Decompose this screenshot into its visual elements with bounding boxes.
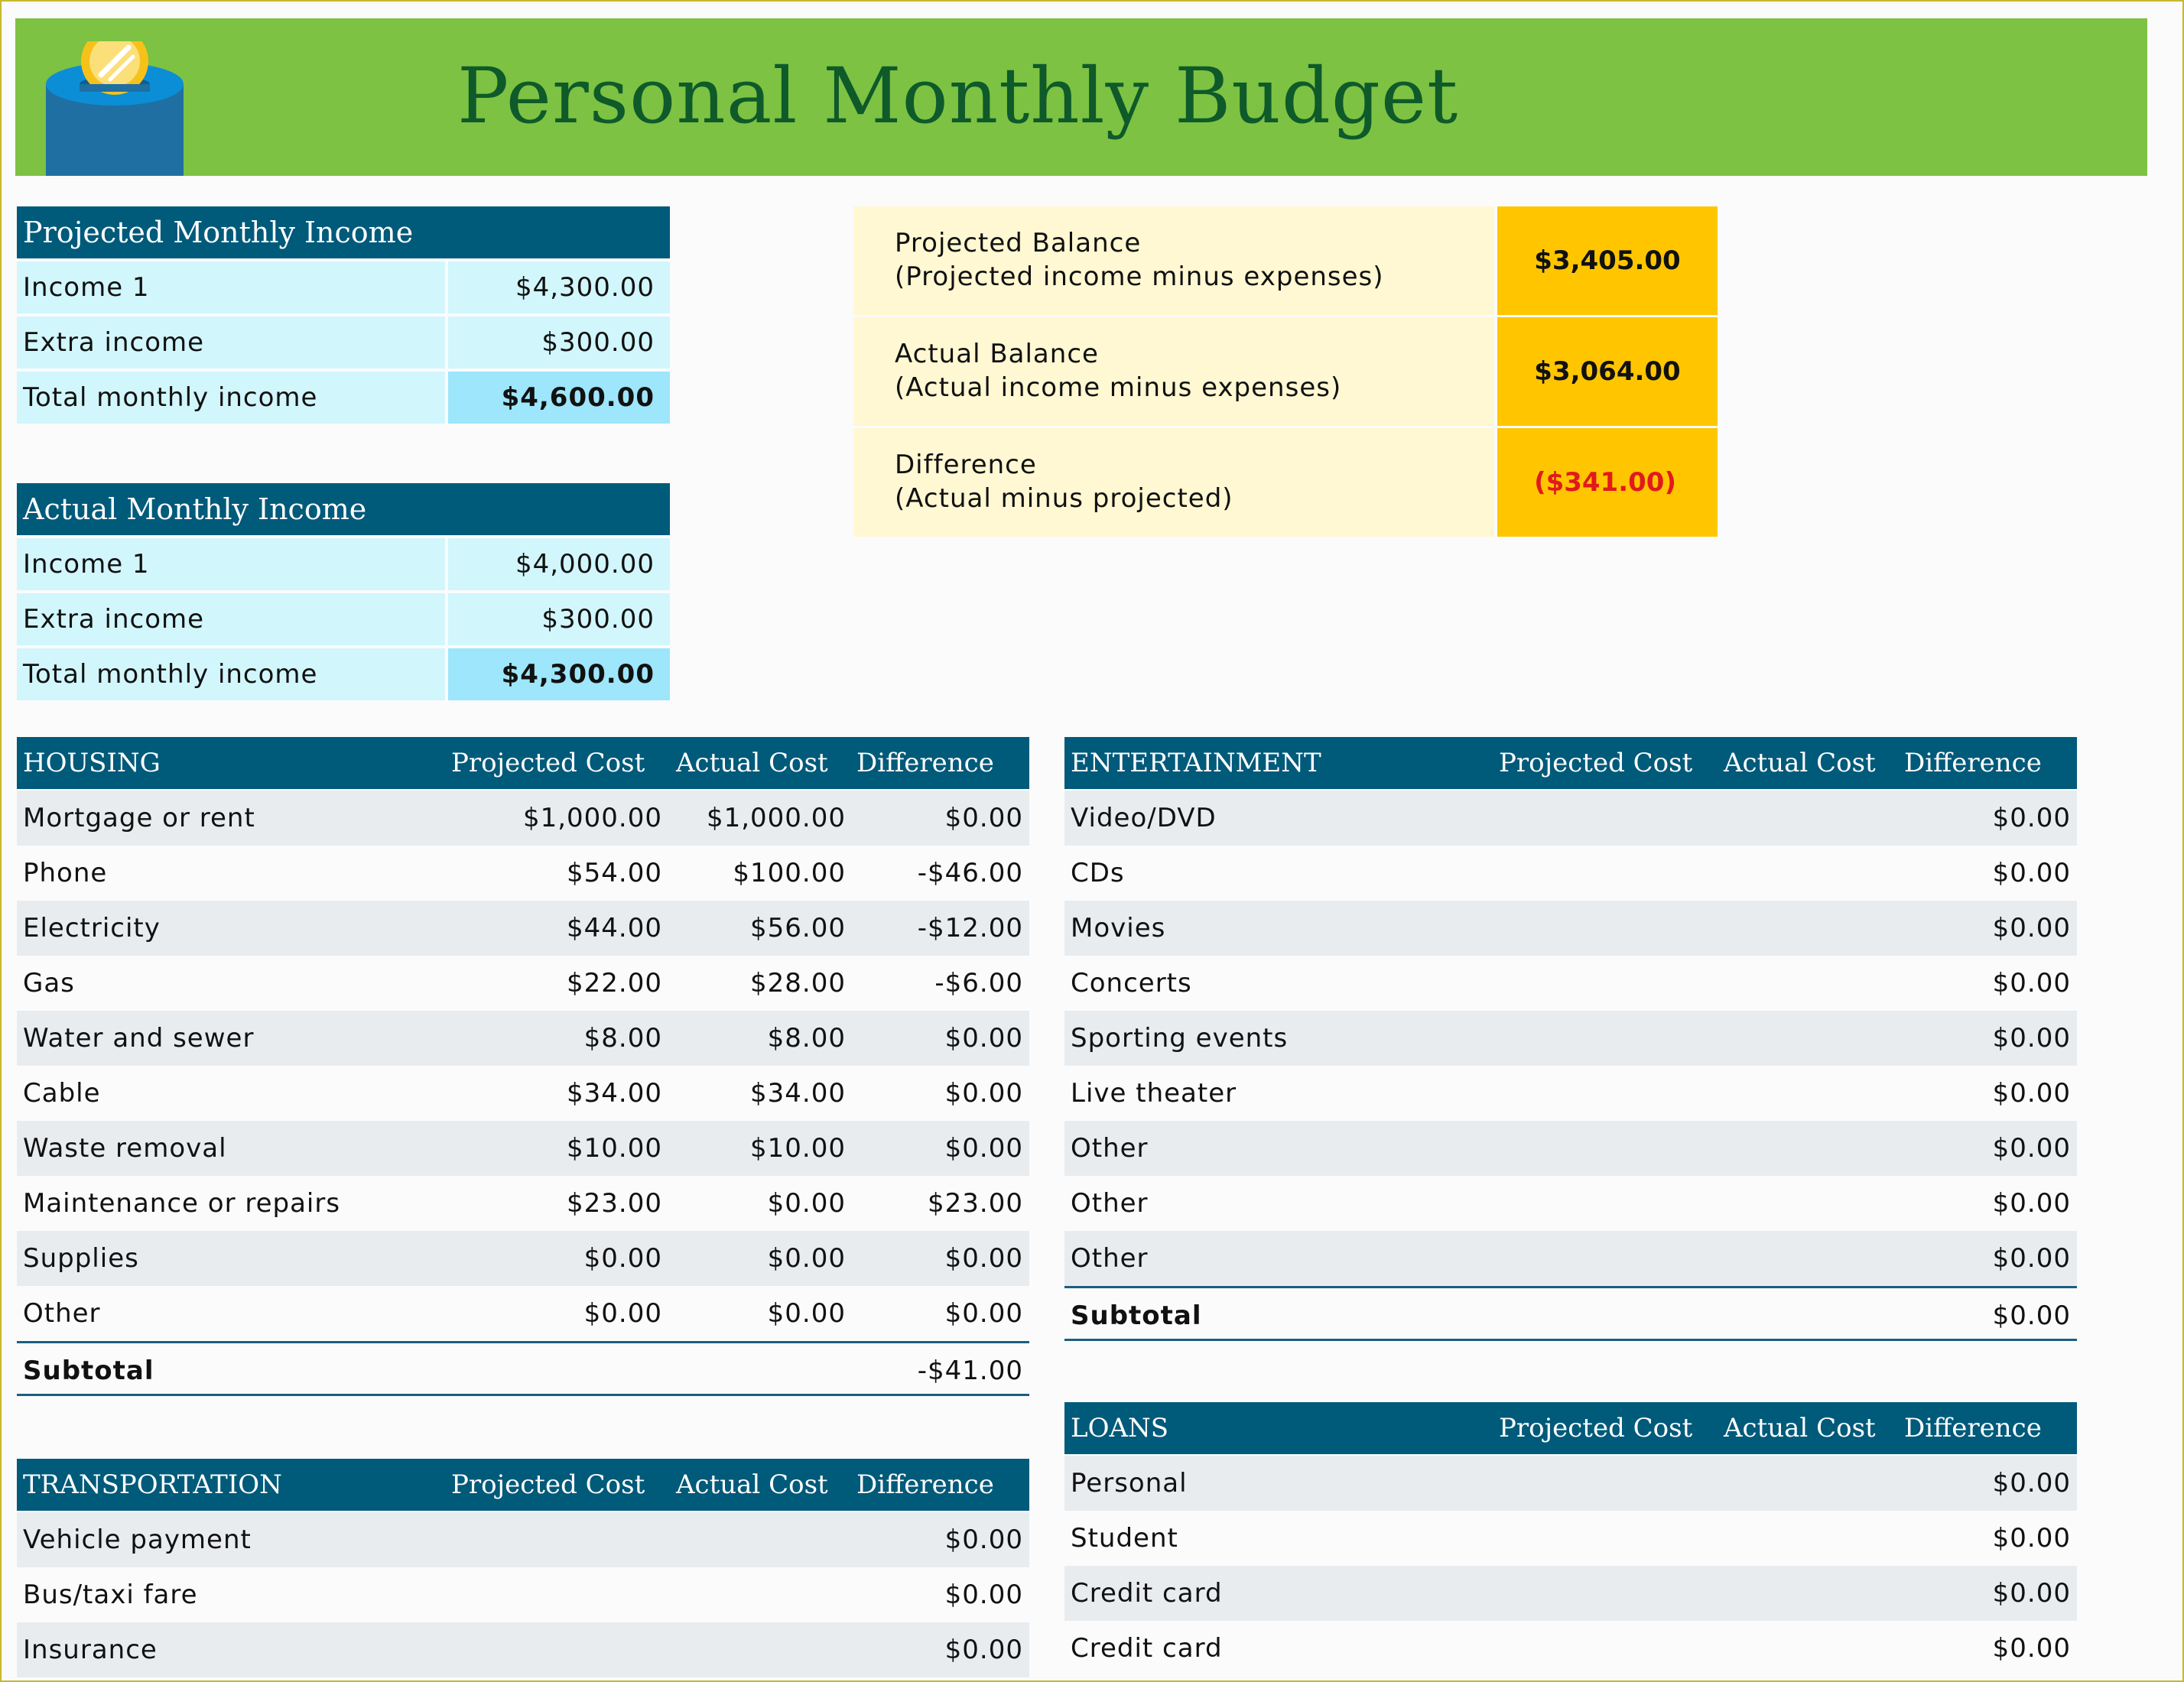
- item-name: Cable: [23, 1078, 101, 1109]
- difference: $0.00: [944, 1580, 1023, 1610]
- income-label: Income 1: [17, 261, 445, 313]
- item-name: Waste removal: [23, 1133, 227, 1164]
- projected-cost[interactable]: $34.00: [567, 1078, 662, 1109]
- table-row[interactable]: [1064, 1121, 2077, 1176]
- actual-income-table: [17, 483, 670, 703]
- table-row[interactable]: [1064, 1011, 2077, 1066]
- entertainment-table: [1064, 737, 2077, 1346]
- projected-cost[interactable]: $1,000.00: [522, 803, 662, 833]
- subtotal-row: [1064, 1286, 2077, 1341]
- difference-value: ($341.00): [1497, 428, 1718, 537]
- income-total-label: Total monthly income: [17, 372, 445, 424]
- balance-subtitle: (Actual income minus expenses): [895, 372, 1342, 403]
- item-name: Credit card: [1071, 1633, 1223, 1664]
- actual-cost[interactable]: $0.00: [767, 1243, 846, 1274]
- actual-income-title: Actual Monthly Income: [17, 483, 670, 535]
- loans-header: [1064, 1402, 2077, 1454]
- actual-cost[interactable]: $0.00: [767, 1188, 846, 1219]
- table-row[interactable]: [17, 1512, 1029, 1567]
- income-total-row: [17, 648, 670, 700]
- difference: -$12.00: [917, 913, 1023, 943]
- transportation-header: [17, 1459, 1029, 1511]
- item-name: Mortgage or rent: [23, 803, 255, 833]
- actual-cost-header: Actual Cost: [676, 748, 828, 778]
- balance-title: Difference: [895, 450, 1037, 480]
- item-name: Video/DVD: [1071, 803, 1217, 833]
- projected-cost[interactable]: $8.00: [583, 1023, 662, 1054]
- table-row[interactable]: [1064, 1176, 2077, 1231]
- housing-header: [17, 737, 1029, 789]
- item-name: Gas: [23, 968, 75, 998]
- difference: $0.00: [944, 1243, 1023, 1274]
- income-row: [17, 593, 670, 645]
- income-row: [17, 538, 670, 590]
- subtotal-value: $0.00: [1992, 1300, 2071, 1331]
- difference: $0.00: [944, 803, 1023, 833]
- actual-cost-header: Actual Cost: [1724, 748, 1876, 778]
- item-name: CDs: [1071, 858, 1125, 888]
- housing-table: [17, 737, 1029, 1401]
- actual-cost[interactable]: $34.00: [750, 1078, 846, 1109]
- projected-cost[interactable]: $0.00: [583, 1298, 662, 1329]
- income-total-row: [17, 372, 670, 424]
- table-row[interactable]: [1064, 1066, 2077, 1121]
- item-name: Concerts: [1071, 968, 1192, 998]
- balance-label: [853, 317, 1494, 426]
- difference: $0.00: [1992, 1188, 2071, 1219]
- table-row[interactable]: [17, 1622, 1029, 1677]
- subtotal-value: -$41.00: [917, 1356, 1023, 1386]
- item-name: Supplies: [23, 1243, 139, 1274]
- table-row[interactable]: [1064, 846, 2077, 901]
- difference: $0.00: [1992, 1133, 2071, 1164]
- projected-cost-header: Projected Cost: [1499, 1413, 1693, 1443]
- table-row[interactable]: [1064, 1621, 2077, 1676]
- item-name: Phone: [23, 858, 108, 888]
- budget-sheet: [2, 2, 2182, 1680]
- table-row[interactable]: [1064, 1231, 2077, 1286]
- page-title: Personal Monthly Budget: [457, 51, 1459, 141]
- coin-jar-icon: [46, 41, 191, 176]
- entertainment-title: ENTERTAINMENT: [1071, 748, 1321, 778]
- item-name: Other: [1071, 1133, 1149, 1164]
- table-row[interactable]: [1064, 1456, 2077, 1511]
- difference: $23.00: [928, 1188, 1023, 1219]
- difference-header: Difference: [1904, 1413, 2042, 1443]
- actual-cost-header: Actual Cost: [676, 1469, 828, 1500]
- actual-cost-header: Actual Cost: [1724, 1413, 1876, 1443]
- difference: $0.00: [1992, 1078, 2071, 1109]
- item-name: Other: [1071, 1188, 1149, 1219]
- actual-cost[interactable]: $10.00: [750, 1133, 846, 1164]
- housing-title: HOUSING: [23, 748, 161, 778]
- table-row[interactable]: [17, 1286, 1029, 1341]
- table-row[interactable]: [1064, 956, 2077, 1011]
- item-name: Movies: [1071, 913, 1166, 943]
- item-name: Insurance: [23, 1635, 158, 1665]
- income-row: [17, 261, 670, 313]
- item-name: Water and sewer: [23, 1023, 255, 1054]
- item-name: Bus/taxi fare: [23, 1580, 198, 1610]
- difference-header: Difference: [856, 1469, 994, 1500]
- transportation-title: TRANSPORTATION: [23, 1469, 282, 1500]
- subtotal-label: Subtotal: [1071, 1300, 1202, 1331]
- actual-cost[interactable]: $0.00: [767, 1298, 846, 1329]
- actual-cost[interactable]: $8.00: [767, 1023, 846, 1054]
- difference: $0.00: [1992, 968, 2071, 998]
- item-name: Electricity: [23, 913, 161, 943]
- actual-cost[interactable]: $56.00: [750, 913, 846, 943]
- title-banner: [15, 18, 2147, 176]
- projected-cost-header: Projected Cost: [1499, 748, 1693, 778]
- projected-cost[interactable]: $54.00: [567, 858, 662, 888]
- difference: -$46.00: [917, 858, 1023, 888]
- balance-subtitle: (Projected income minus expenses): [895, 261, 1384, 292]
- table-row[interactable]: [17, 1567, 1029, 1622]
- projected-income-title: Projected Monthly Income: [17, 206, 670, 258]
- difference-row: [853, 428, 1718, 537]
- difference: $0.00: [1992, 1243, 2071, 1274]
- balance-subtitle: (Actual minus projected): [895, 483, 1233, 514]
- income-value-cell[interactable]: $4,000.00: [448, 538, 670, 590]
- subtotal-label: Subtotal: [23, 1356, 154, 1386]
- item-name: Other: [1071, 1243, 1149, 1274]
- difference: $0.00: [944, 1023, 1023, 1054]
- income-row: [17, 317, 670, 369]
- projected-balance-row: [853, 206, 1718, 315]
- projected-cost[interactable]: $0.00: [583, 1243, 662, 1274]
- item-name: Maintenance or repairs: [23, 1188, 341, 1219]
- actual-balance-value: $3,064.00: [1497, 317, 1718, 426]
- difference: $0.00: [944, 1133, 1023, 1164]
- difference: $0.00: [944, 1525, 1023, 1555]
- difference: $0.00: [1992, 913, 2071, 943]
- item-name: Personal: [1071, 1468, 1188, 1499]
- item-name: Credit card: [1071, 1578, 1223, 1609]
- income-label: Extra income: [17, 593, 445, 645]
- actual-cost[interactable]: $1,000.00: [706, 803, 846, 833]
- difference-header: Difference: [1904, 748, 2042, 778]
- loans-title: LOANS: [1071, 1413, 1169, 1443]
- projected-cost[interactable]: $22.00: [567, 968, 662, 998]
- difference-header: Difference: [856, 748, 994, 778]
- actual-balance-row: [853, 317, 1718, 426]
- income-label: Income 1: [17, 538, 445, 590]
- table-row[interactable]: [17, 846, 1029, 901]
- income-total-label: Total monthly income: [17, 648, 445, 700]
- table-row[interactable]: [1064, 1566, 2077, 1621]
- table-row[interactable]: [17, 1066, 1029, 1121]
- item-name: Sporting events: [1071, 1023, 1289, 1054]
- difference: $0.00: [1992, 803, 2071, 833]
- table-row[interactable]: [17, 1176, 1029, 1231]
- projected-cost-header: Projected Cost: [451, 748, 645, 778]
- difference: -$6.00: [934, 968, 1023, 998]
- balance-title: Actual Balance: [895, 339, 1099, 369]
- income-total-value: $4,300.00: [448, 648, 670, 700]
- balance-title: Projected Balance: [895, 228, 1142, 258]
- table-row[interactable]: [17, 1121, 1029, 1176]
- income-value-cell[interactable]: $300.00: [448, 593, 670, 645]
- table-row[interactable]: [1064, 1511, 2077, 1566]
- projected-income-table: [17, 206, 670, 427]
- table-row[interactable]: [17, 901, 1029, 956]
- balance-summary: [853, 206, 1718, 537]
- loans-table: [1064, 1402, 2077, 1679]
- item-name: Vehicle payment: [23, 1525, 252, 1555]
- actual-cost[interactable]: $100.00: [733, 858, 846, 888]
- income-value-cell[interactable]: $300.00: [448, 317, 670, 369]
- balance-label: [853, 206, 1494, 315]
- difference: $0.00: [944, 1635, 1023, 1665]
- projected-cost[interactable]: $23.00: [567, 1188, 662, 1219]
- table-row[interactable]: [17, 1231, 1029, 1286]
- difference: $0.00: [1992, 858, 2071, 888]
- difference: $0.00: [944, 1298, 1023, 1329]
- income-value-cell[interactable]: $4,300.00: [448, 261, 670, 313]
- item-name: Other: [23, 1298, 101, 1329]
- projected-cost-header: Projected Cost: [451, 1469, 645, 1500]
- projected-cost[interactable]: $10.00: [567, 1133, 662, 1164]
- difference: $0.00: [1992, 1633, 2071, 1664]
- income-total-value: $4,600.00: [448, 372, 670, 424]
- income-label: Extra income: [17, 317, 445, 369]
- subtotal-row: [17, 1341, 1029, 1396]
- projected-balance-value: $3,405.00: [1497, 206, 1718, 315]
- table-row[interactable]: [17, 791, 1029, 846]
- item-name: Live theater: [1071, 1078, 1237, 1109]
- entertainment-header: [1064, 737, 2077, 789]
- table-row[interactable]: [17, 956, 1029, 1011]
- difference: $0.00: [944, 1078, 1023, 1109]
- table-row[interactable]: [17, 1011, 1029, 1066]
- balance-label: [853, 428, 1494, 537]
- table-row[interactable]: [1064, 791, 2077, 846]
- difference: $0.00: [1992, 1023, 2071, 1054]
- difference: $0.00: [1992, 1523, 2071, 1554]
- difference: $0.00: [1992, 1468, 2071, 1499]
- difference: $0.00: [1992, 1578, 2071, 1609]
- projected-cost[interactable]: $44.00: [567, 913, 662, 943]
- table-row[interactable]: [1064, 901, 2077, 956]
- transportation-table: [17, 1459, 1029, 1680]
- item-name: Student: [1071, 1523, 1178, 1554]
- actual-cost[interactable]: $28.00: [750, 968, 846, 998]
